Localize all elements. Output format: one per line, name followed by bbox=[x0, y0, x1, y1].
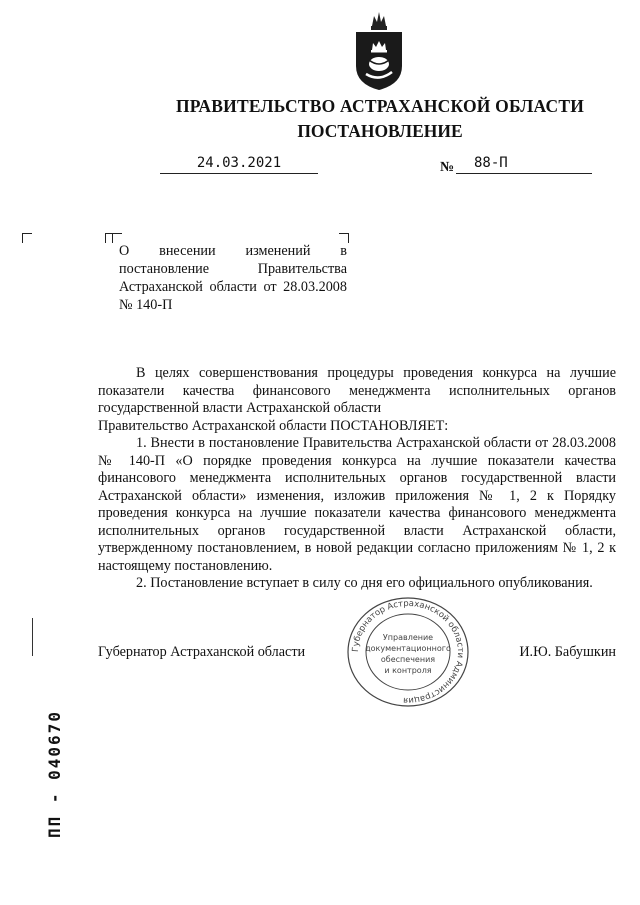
stamp-line-3: обеспечения bbox=[380, 655, 436, 664]
stamp-line-1: Управление bbox=[382, 633, 434, 642]
document-body bbox=[98, 365, 616, 593]
stamp-ring-text: Губернатор Астраханской области Администрация bbox=[350, 598, 466, 706]
document-date: 24.03.2021 bbox=[160, 155, 318, 174]
coat-of-arms-icon bbox=[352, 8, 406, 92]
registration-code: ПП - 040670 bbox=[45, 710, 64, 838]
stamp-line-2: документационного bbox=[365, 644, 451, 653]
resolution-line: Правительство Астраханской области ПОСТАНОВЛЯЕТ: bbox=[98, 417, 449, 434]
document-subject: О внесении изменений в постановление Правительства Астраханской области от 28.03.2008 № 140-П bbox=[119, 243, 347, 313]
preamble-paragraph: В целях совершенствования процедуры проведения конкурса на лучшие показатели качества финансового менеджмента исполнительных органов государственной власти Астраханской области bbox=[98, 365, 616, 416]
official-stamp-icon bbox=[344, 596, 472, 708]
signer-name: И.Ю. Бабушкин bbox=[519, 644, 616, 660]
number-sign: № bbox=[440, 160, 455, 175]
margin-line bbox=[32, 618, 33, 656]
stamp-line-4: и контроля bbox=[384, 666, 432, 675]
item-1-paragraph: 1. Внести в постановление Правительства Астраханской области от 28.03.2008 № 140-П «О порядке проведения конкурса на лучшие показатели качества финансового менеджмента исполнительных органов государственной власти Астраханской области» изменения, изложив приложения № 1, 2 к Порядку проведения конкурса на лучшие показатели качества финансового менеджмента исполнительных органов государственной власти Астраханской области, утвержденному постановлением, в новой редакции согласно приложениям № 1, 2 к настоящему постановлению. bbox=[98, 435, 616, 574]
item-2-paragraph: 2. Постановление вступает в силу со дня его официального опубликования. bbox=[136, 575, 593, 591]
organization-title: ПРАВИТЕЛЬСТВО АСТРАХАНСКОЙ ОБЛАСТИ bbox=[175, 96, 585, 116]
document-type: ПОСТАНОВЛЕНИЕ bbox=[297, 121, 463, 141]
document-number: 88-П bbox=[456, 155, 592, 174]
corner-mark bbox=[22, 233, 32, 243]
signer-position: Губернатор Астраханской области bbox=[98, 644, 306, 660]
